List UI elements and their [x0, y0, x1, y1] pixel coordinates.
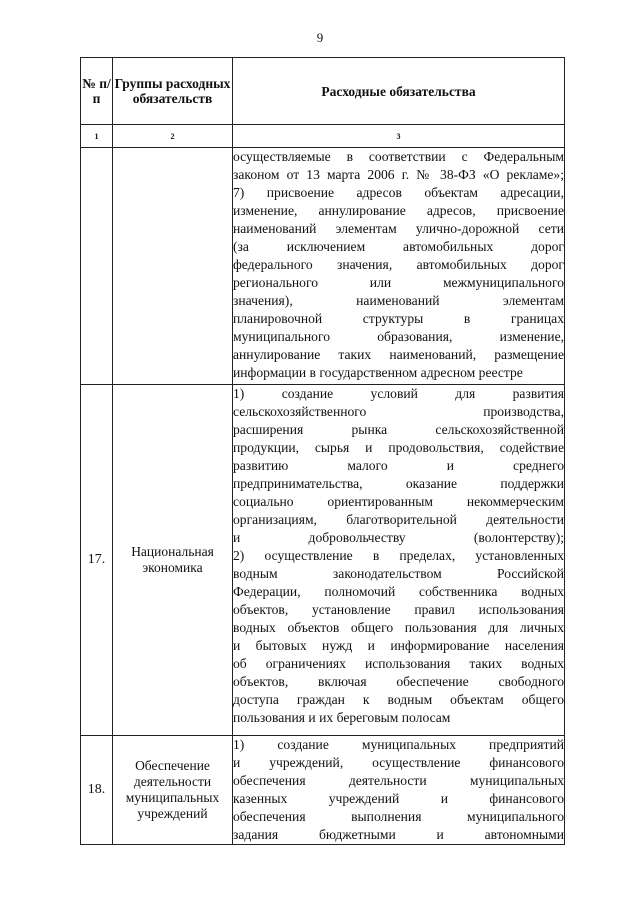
text-line: изменение, аннулирование адресов, присвоение — [233, 203, 564, 218]
text-line: осуществляемые в соответствии с Федеральным — [233, 149, 564, 164]
text-line: муниципального образования, изменение, — [233, 329, 564, 344]
table-row — [81, 385, 565, 736]
text-line: обеспечения деятельности муниципальных — [233, 773, 564, 788]
table-header-row — [81, 58, 565, 125]
text-line: регионального или межмуниципального — [233, 275, 564, 290]
text-line: 7) присвоение адресов объектам адресации, — [233, 185, 564, 200]
text-line: пользования и их береговым полосам — [233, 710, 451, 725]
text-line: (за исключением автомобильных дорог — [233, 239, 564, 254]
text-line: задания бюджетными и автономными — [233, 827, 564, 842]
text-line: и добровольчеству (волонтерству); — [233, 530, 564, 545]
text-line: 2) осуществление в пределах, установленных — [233, 548, 564, 563]
text-line: об ограничениях использования таких водных — [233, 656, 564, 671]
row-number — [81, 148, 113, 385]
row-group — [113, 148, 233, 385]
text-line: и учреждений, осуществление финансового — [233, 755, 564, 770]
column-numbers-row — [81, 125, 565, 148]
text-line: водных объектов общего пользования для личных — [233, 620, 564, 635]
text-line: Федерации, полномочий собственника водных — [233, 584, 564, 599]
text-line: социально ориентированным некоммерческим — [233, 494, 564, 509]
text-line: доступа граждан к водным объектам общего — [233, 692, 564, 707]
table-row — [81, 736, 565, 845]
text-line: продукции, сырья и продовольствия, содействие — [233, 440, 564, 455]
row-obligations — [233, 385, 565, 736]
text-line: водным законодательством Российской — [233, 566, 564, 581]
text-line: аннулирование таких наименований, размещение — [233, 347, 564, 362]
text-line: информации в государственном адресном реестре — [233, 365, 523, 380]
text-line: законом от 13 марта 2006 г. № 38-ФЗ «О рекламе»; — [233, 167, 564, 182]
text-line: организациям, благотворительной деятельности — [233, 512, 564, 527]
text-line: обеспечения выполнения муниципального — [233, 809, 564, 824]
column-number-3: 3 — [233, 125, 565, 148]
text-line: значения), наименований элементам — [233, 293, 564, 308]
page-number: 9 — [316, 30, 324, 45]
row-group: Обеспечение деятельности муниципальных учреждений — [113, 736, 233, 845]
text-line: развитию малого и среднего — [233, 458, 564, 473]
text-line: и бытовых нужд и информирование населения — [233, 638, 564, 653]
row-obligations — [233, 148, 565, 385]
text-line: расширения рынка сельскохозяйственной — [233, 422, 564, 437]
header-number: № п/п — [81, 58, 113, 125]
header-groups: Группы расходных обязательств — [113, 58, 233, 125]
text-line: планировочной структуры в границах — [233, 311, 564, 326]
text-line: казенных учреждений и финансового — [233, 791, 564, 806]
column-number-2: 2 — [113, 125, 233, 148]
table-row — [81, 148, 565, 385]
text-line: федерального значения, автомобильных дорог — [233, 257, 564, 272]
row-obligations — [233, 736, 565, 845]
header-obligations: Расходные обязательства — [233, 58, 565, 125]
row-number: 17. — [81, 385, 113, 736]
text-line: объектов, установление правил использования — [233, 602, 564, 617]
text-line: 1) создание муниципальных предприятий — [233, 737, 564, 752]
expenditure-table — [80, 57, 565, 845]
text-line: наименований элементам улично-дорожной сети — [233, 221, 564, 236]
text-line: объектов, включая обеспечение свободного — [233, 674, 564, 689]
row-number: 18. — [81, 736, 113, 845]
text-line: 1) создание условий для развития — [233, 386, 564, 401]
text-line: сельскохозяйственного производства, — [233, 404, 564, 419]
text-line: предпринимательства, оказание поддержки — [233, 476, 564, 491]
column-number-1: 1 — [81, 125, 113, 148]
row-group: Национальная экономика — [113, 385, 233, 736]
